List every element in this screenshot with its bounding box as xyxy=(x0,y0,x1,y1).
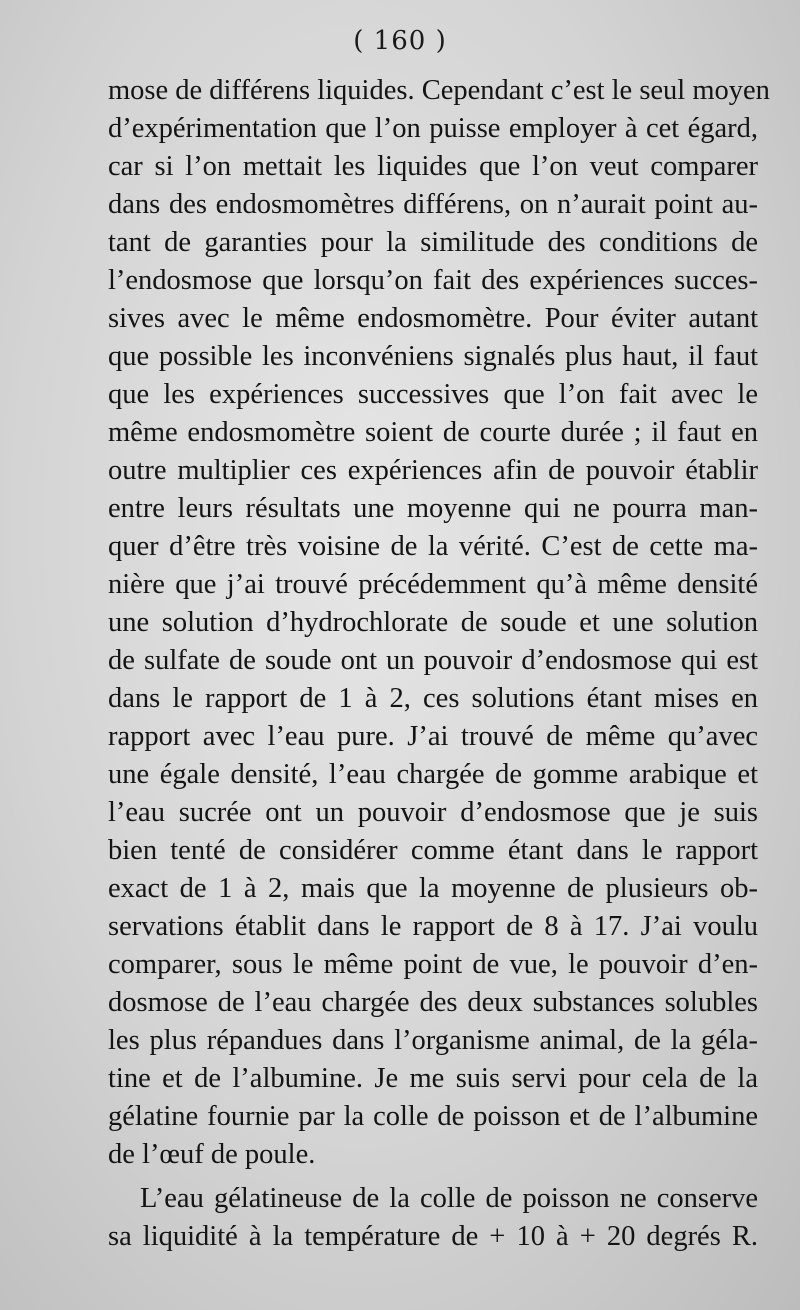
body-text xyxy=(108,72,770,1256)
text-line: les plus répandues dans l’organisme animal, de la géla- xyxy=(108,1025,758,1056)
text-line: de l’œuf de poule. xyxy=(108,1139,316,1170)
text-line: gélatine fournie par la colle de poisson et de l’albumine xyxy=(108,1101,758,1132)
text-line: mose de différens liquides. Cependant c’est le seul moyen xyxy=(108,75,770,106)
text-line: l’endosmose que lorsqu’on fait des expériences succes- xyxy=(108,265,758,296)
text-line: d’expérimentation que l’on puisse employer à cet égard, xyxy=(108,113,758,144)
text-line: dans le rapport de 1 à 2, ces solutions étant mises en xyxy=(108,683,758,714)
text-line: outre multiplier ces expériences afin de pouvoir établir xyxy=(108,455,758,486)
text-line: quer d’être très voisine de la vérité. C’est de cette ma- xyxy=(108,531,758,562)
text-line: sa liquidité à la température de + 10 à + 20 degrés R. xyxy=(108,1221,758,1252)
text-line: que possible les inconvéniens signalés plus haut, il faut xyxy=(108,341,758,372)
text-line: que les expériences successives que l’on fait avec le xyxy=(108,379,758,410)
text-line: dosmose de l’eau chargée des deux substances solubles xyxy=(108,987,758,1018)
paragraph-2 xyxy=(108,1180,758,1256)
text-line: L’eau gélatineuse de la colle de poisson ne conserve xyxy=(140,1183,758,1214)
paragraph-1 xyxy=(108,72,770,1174)
text-line: tine et de l’albumine. Je me suis servi pour cela de la xyxy=(108,1063,758,1094)
text-line: bien tenté de considérer comme étant dans le rapport xyxy=(108,835,758,866)
text-line: comparer, sous le même point de vue, le pouvoir d’en- xyxy=(108,949,758,980)
page-number: ( 160 ) xyxy=(353,26,447,56)
text-line: sives avec le même endosmomètre. Pour éviter autant xyxy=(108,303,758,334)
text-line: nière que j’ai trouvé précédemment qu’à même densité xyxy=(108,569,758,600)
text-line: même endosmomètre soient de courte durée ; il faut en xyxy=(108,417,758,448)
text-line: servations établit dans le rapport de 8 à 17. J’ai voulu xyxy=(108,911,758,942)
text-line: une égale densité, l’eau chargée de gomme arabique et xyxy=(108,759,758,790)
text-line: l’eau sucrée ont un pouvoir d’endosmose que je suis xyxy=(108,797,758,828)
text-line: rapport avec l’eau pure. J’ai trouvé de même qu’avec xyxy=(108,721,758,752)
text-line: car si l’on mettait les liquides que l’on veut comparer xyxy=(108,151,758,182)
text-line: exact de 1 à 2, mais que la moyenne de plusieurs ob- xyxy=(108,873,758,904)
text-line: entre leurs résultats une moyenne qui ne pourra man- xyxy=(108,493,758,524)
text-line: dans des endosmomètres différens, on n’aurait point au- xyxy=(108,189,758,220)
text-line: de sulfate de soude ont un pouvoir d’endosmose qui est xyxy=(108,645,758,676)
text-line: une solution d’hydrochlorate de soude et une solution xyxy=(108,607,758,638)
text-line: tant de garanties pour la similitude des conditions de xyxy=(108,227,758,258)
